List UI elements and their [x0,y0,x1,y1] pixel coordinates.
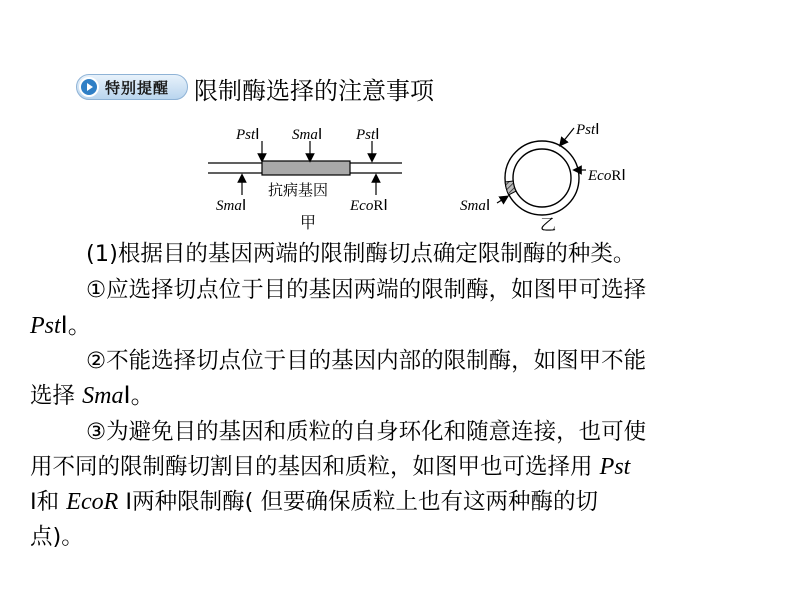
figure-linear-dna [208,127,402,232]
plasmid-arrow-pst [562,128,574,143]
paragraph-3-line-2: 选择 SmaⅠ。 [30,383,155,409]
plasmid-label-pst: PstⅠ [576,122,600,138]
gene-label: 抗病基因 [268,181,329,199]
resistance-gene-block [262,161,350,175]
label-ecor: EcoRⅠ [350,198,388,214]
plasmid-outer-ring [505,141,579,215]
paragraph-2-line-1: ①应选择切点位于目的基因两端的限制酶，如图甲可选择 [86,277,647,303]
plasmid-inner-ring [513,149,571,207]
plasmid-label-sma: SmaⅠ [460,198,491,214]
figure-plasmid [460,122,626,234]
label-sma-top: SmaⅠ [292,127,323,143]
paragraph-4-line-3: Ⅰ和 EcoR Ⅰ两种限制酶( 但要确保质粒上也有这两种酶的切 [30,489,599,515]
paragraph-1: (1)根据目的基因两端的限制酶切点确定限制酶的种类。 [86,241,636,267]
plasmid-arrow-sma [497,198,505,203]
caption-yi: 乙 [540,215,557,234]
paragraph-4-line-1: ③为避免目的基因和质粒的自身环化和随意连接，也可使 [86,419,647,445]
caption-jia: 甲 [300,213,317,232]
paragraph-2-line-2: PstⅠ。 [30,313,92,339]
label-pst-right: PstⅠ [356,127,380,143]
paragraph-3-line-1: ②不能选择切点位于目的基因内部的限制酶，如图甲不能 [86,348,647,374]
plasmid-label-ecor: EcoRⅠ [588,168,626,184]
badge-label: 特别提醒 [105,79,170,97]
label-pst-left: PstⅠ [236,127,260,143]
paragraph-4-line-2: 用不同的限制酶切割目的基因和质粒，如图甲也可选择用 Pst [30,454,631,480]
section-heading: 限制酶选择的注意事项 [194,77,434,105]
paragraph-4-line-4: 点)。 [30,524,84,550]
label-sma-bottom: SmaⅠ [216,198,247,214]
plasmid-gene-segment [505,181,516,195]
